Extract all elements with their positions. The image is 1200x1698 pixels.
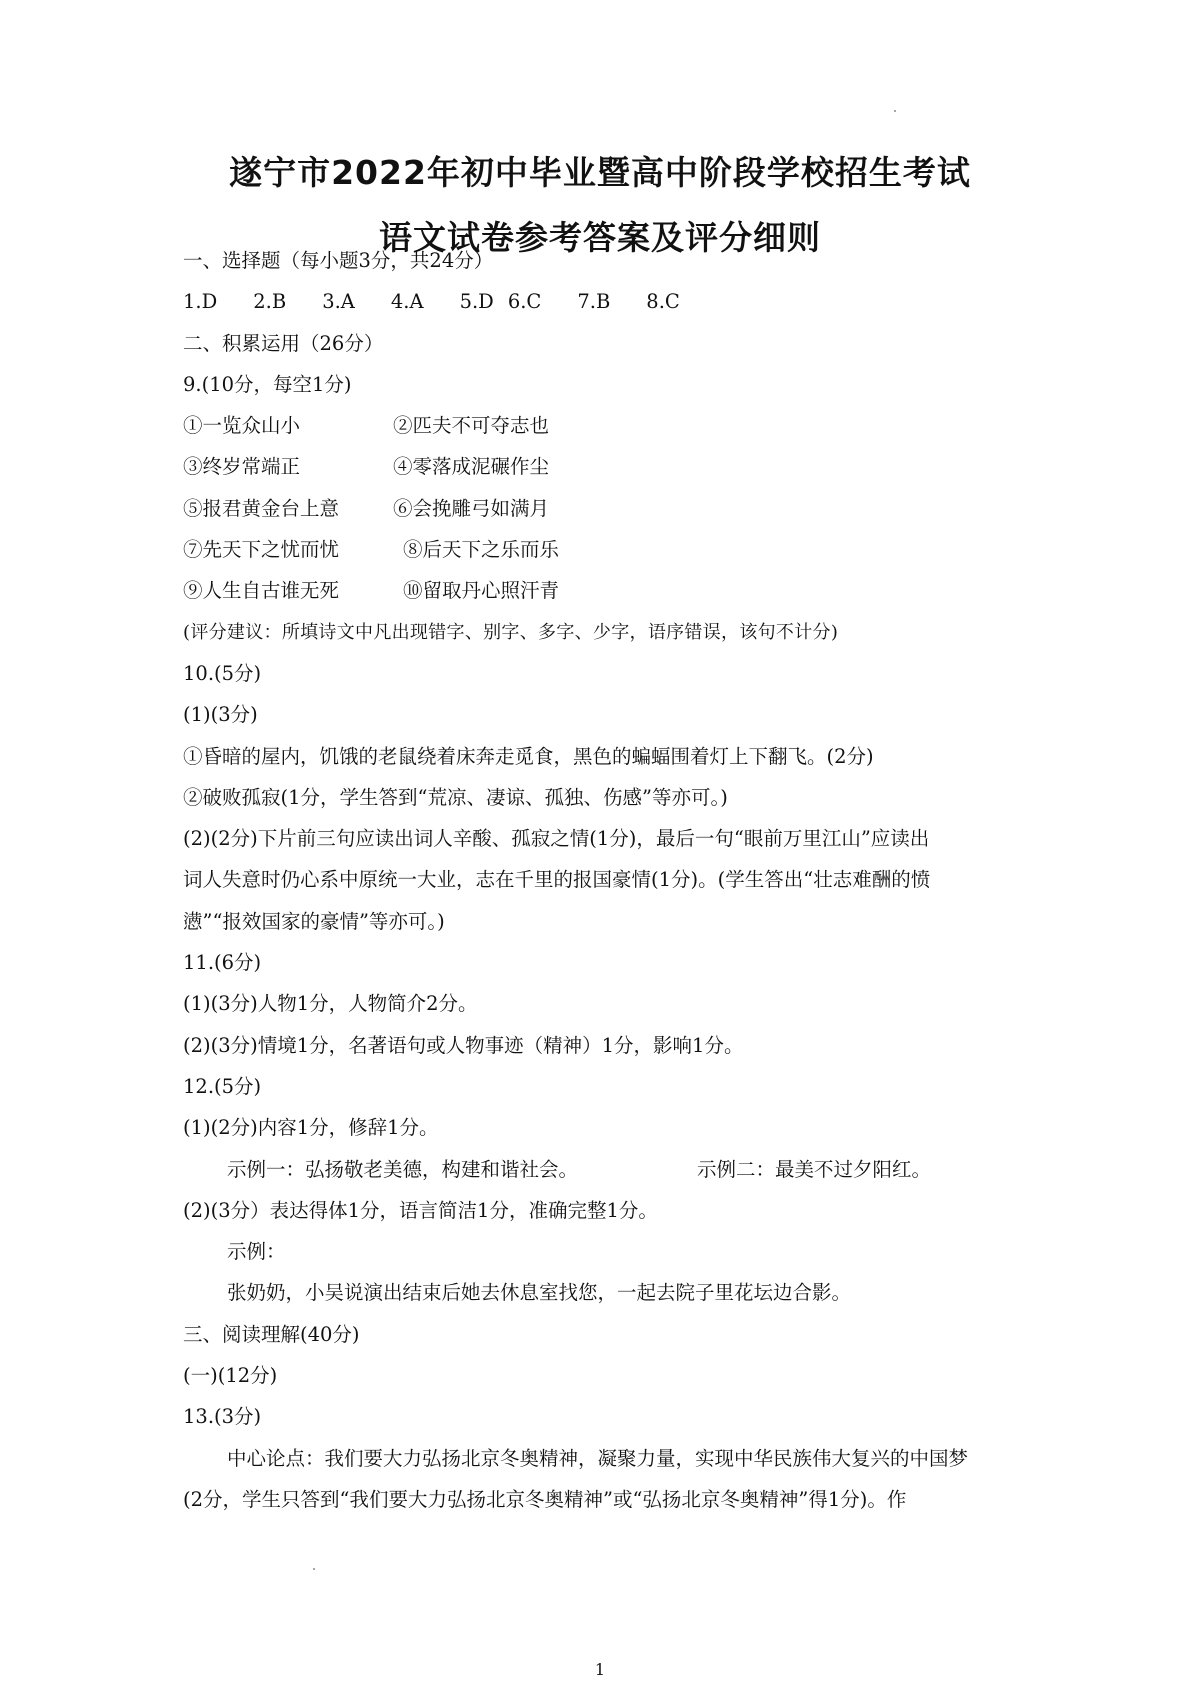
section-heading-choice: 一、选择题（每小题3分，共24分）: [183, 249, 494, 272]
question-10-part1-heading: (1)(3分): [183, 703, 258, 727]
choice-answer: 1.D: [183, 290, 218, 314]
answer-text: 懑”“报效国家的豪情”等亦可。): [183, 909, 445, 933]
example-one: 示例一：弘扬敬老美德，构建和谐社会。: [227, 1157, 579, 1181]
poem-answer: ②匹夫不可夺志也: [393, 414, 550, 438]
choice-answer: 5.D: [459, 290, 494, 314]
example-two: 示例二：最美不过夕阳红。: [697, 1157, 932, 1181]
question-10-heading: 10.(5分): [183, 661, 262, 685]
poem-answer: ⑦先天下之忧而忧: [183, 538, 340, 562]
poem-answer: ⑥会挽雕弓如满月: [393, 496, 550, 520]
answer-text: ②破败孤寂(1分，学生答到“荒凉、凄谅、孤独、伤感”等亦可。): [183, 785, 728, 809]
document-subtitle: 语文试卷参考答案及评分细则: [379, 218, 821, 257]
poem-answer-row: [183, 529, 1043, 570]
choice-answer: 4.A: [390, 290, 424, 314]
question-9-heading: 9.(10分，每空1分): [183, 372, 352, 396]
document-title: 遂宁市2022年初中毕业暨高中阶段学校招生考试: [229, 153, 971, 192]
choice-answer: 3.A: [322, 290, 355, 314]
example-row: [183, 1149, 1043, 1190]
answer-text: (1)(3分)人物1分，人物简介2分。: [183, 992, 478, 1016]
answer-text: (1)(2分)内容1分，修辞1分。: [183, 1116, 439, 1140]
section-heading-reading: 三、阅读理解(40分): [183, 1322, 360, 1346]
answer-text: (2)(2分)下片前三句应读出词人辛酸、孤寂之情(1分)，最后一句“眼前万里江山”应读出: [183, 827, 930, 851]
choice-answer: 2.B: [253, 290, 287, 314]
example-text: 张奶奶，小吴说演出结束后她去休息室找您，一起去院子里花坛边合影。: [227, 1281, 852, 1305]
section-heading-accumulation: 二、积累运用（26分）: [183, 331, 384, 355]
poem-answer: ⑨人生自古谁无死: [183, 579, 340, 603]
choice-answer: 8.C: [646, 290, 680, 314]
poem-answer: ⑤报君黄金台上意: [183, 496, 340, 520]
scan-speck: [313, 1568, 315, 1570]
poem-answer: ⑧后天下之乐而乐: [403, 538, 560, 562]
answer-text: ①昏暗的屋内，饥饿的老鼠绕着床奔走觅食，黑色的蝙蝠围着灯上下翻飞。(2分): [183, 744, 874, 768]
reading-part-heading: (一)(12分): [183, 1364, 278, 1388]
question-11-heading: 11.(6分): [183, 951, 262, 975]
poem-answer: ⑩留取丹心照汗青: [403, 579, 560, 603]
poem-answer: ③终岁常端正: [183, 455, 301, 479]
answer-text: 中心论点：我们要大力弘扬北京冬奥精神，凝聚力量，实现中华民族伟大复兴的中国梦: [227, 1446, 969, 1470]
question-13-heading: 13.(3分): [183, 1405, 262, 1429]
answer-text: 词人失意时仍心系中原统一大业，志在千里的报国豪情(1分)。(学生答出“壮志难酬的愤: [183, 868, 931, 892]
choice-answer: 6.C: [507, 290, 542, 314]
page-number: 1: [594, 1660, 606, 1679]
poem-answer-row: [183, 405, 1043, 446]
poem-answer-row: [183, 446, 1043, 487]
scan-speck: [894, 110, 896, 112]
grading-note: (评分建议：所填诗文中凡出现错字、别字、多字、少字，语序错误，该句不计分): [183, 621, 839, 643]
poem-answer-row: [183, 488, 1043, 529]
answer-text: (2)(3分）表达得体1分，语言简洁1分，准确完整1分。: [183, 1198, 658, 1222]
poem-answer: ①一览众山小: [183, 414, 301, 438]
poem-answer-row: [183, 570, 1043, 611]
choice-answer: 7.B: [577, 290, 611, 314]
answer-text: (2)(3分)情境1分，名著语句或人物事迹（精神）1分，影响1分。: [183, 1033, 744, 1057]
answer-content: [183, 240, 1043, 1520]
choice-answers: [183, 281, 1043, 322]
question-12-heading: 12.(5分): [183, 1074, 262, 1098]
answer-text: (2分，学生只答到“我们要大力弘扬北京冬奥精神”或“弘扬北京冬奥精神”得1分)。作: [183, 1487, 907, 1511]
example-label: 示例：: [227, 1240, 286, 1264]
poem-answer: ④零落成泥碾作尘: [393, 455, 550, 479]
